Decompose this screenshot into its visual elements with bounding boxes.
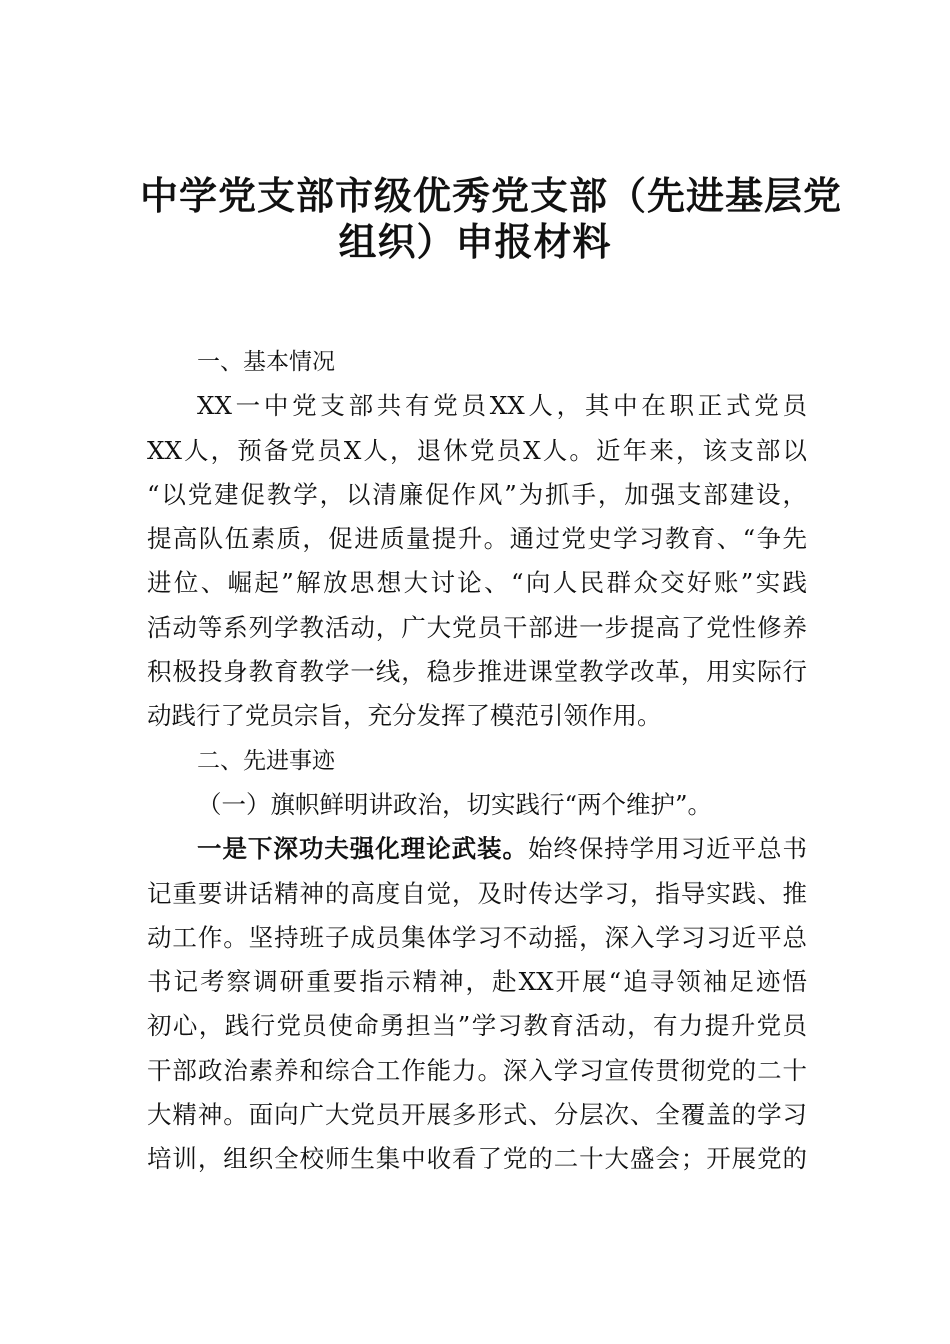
body-line: 书记考察调研重要指示精神，赴XX开展“追寻领袖足迹悟 [147, 967, 807, 997]
body-line: 进位、崛起”解放思想大讨论、“向人民群众交好账”实践 [147, 568, 807, 598]
document-title-line-2: 组织）申报材料 [338, 220, 612, 264]
body-line: 干部政治素养和综合工作能力。深入学习宣传贯彻党的二十 [147, 1055, 807, 1085]
document-title-line-1: 中学党支部市级优秀党支部（先进基层党 [140, 174, 843, 218]
body-line: 培训，组织全校师生集中收看了党的二十大盛会；开展党的 [147, 1144, 807, 1174]
body-line: 积极投身教育教学一线，稳步推进课堂教学改革，用实际行 [147, 657, 807, 687]
section-heading-achievements: 二、先进事迹 [197, 747, 335, 774]
body-line: 动工作。坚持班子成员集体学习不动摇，深入学习习近平总 [147, 922, 807, 952]
body-line: XX一中党支部共有党员XX人，其中在职正式党员 [197, 391, 807, 421]
subsection-heading: （一）旗帜鲜明讲政治，切实践行“两个维护”。 [197, 789, 713, 819]
body-line: 记重要讲话精神的高度自觉，及时传达学习，指导实践、推 [147, 878, 807, 908]
body-line: 动践行了党员宗旨，充分发挥了模范引领作用。 [147, 701, 662, 731]
section-heading-basic-info: 一、基本情况 [197, 349, 335, 375]
body-line: 初心，践行党员使命勇担当”学习教育活动，有力提升党员 [147, 1011, 807, 1041]
body-line: “以党建促教学，以清廉促作风”为抓手，加强支部建设， [147, 479, 807, 509]
body-line: 大精神。面向广大党员开展多形式、分层次、全覆盖的学习 [147, 1100, 807, 1130]
body-line: 提高队伍素质，促进质量提升。通过党史学习教育、“争先 [147, 524, 807, 554]
body-line: 活动等系列学教活动，广大党员干部进一步提高了党性修养 [147, 612, 807, 642]
document-body [147, 340, 807, 1182]
body-line: XX人，预备党员X人，退休党员X人。近年来，该支部以 [147, 435, 807, 465]
paragraph-lead-bold: 一是下深功夫强化理论武装。 [197, 834, 528, 864]
paragraph-lead-rest: 始终保持学用习近平总书 [527, 834, 807, 864]
body-line-lead [147, 827, 807, 871]
